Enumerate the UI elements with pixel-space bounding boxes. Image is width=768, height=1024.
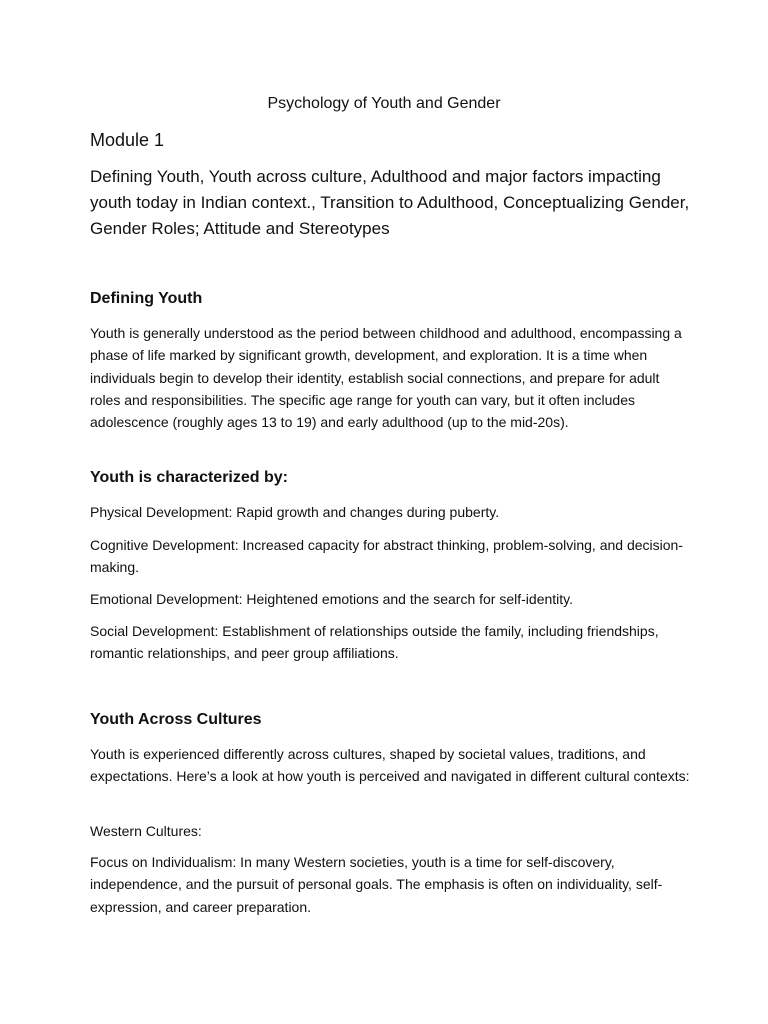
list-item-cognitive: Cognitive Development: Increased capacity for abstract thinking, problem-solving, and decision-making. bbox=[90, 537, 683, 576]
list-item-emotional: Emotional Development: Heightened emotions and the search for self-identity. bbox=[90, 591, 574, 607]
module-label: Module 1 bbox=[90, 130, 165, 150]
paragraph-defining-youth: Youth is generally understood as the period between childhood and adulthood, encompassing a phase of life marked by significant growth, development, and exploration. It is a time when individuals begin to develop their identity, establish social connections, and prepare for adult roles and responsibilities. The specific age range for youth can vary, but it often includes adolescence (roughly ages 13 to 19) and early adulthood (up to the mid-20s). bbox=[90, 325, 682, 431]
document-title: Psychology of Youth and Gender bbox=[267, 95, 501, 112]
list-item-social: Social Development: Establishment of relationships outside the family, including friendships, romantic relationships, and peer group affiliations. bbox=[90, 623, 659, 662]
module-overview: Defining Youth, Youth across culture, Adulthood and major factors impacting youth today in Indian context., Transition to Adulthood, Conceptualizing Gender, Gender Roles; Attitude and Stereotypes bbox=[90, 167, 690, 238]
heading-characterized: Youth is characterized by: bbox=[90, 469, 288, 486]
paragraph-across-cultures: Youth is experienced differently across cultures, shaped by societal values, traditions, and expectations. Here’s a look at how youth is perceived and navigated in different cultural contexts: bbox=[90, 746, 690, 785]
label-western-cultures: Western Cultures: bbox=[90, 823, 202, 839]
paragraph-individualism: Focus on Individualism: In many Western societies, youth is a time for self-discovery, independence, and the pursuit of personal goals. The emphasis is often on individuality, self-expression, and career preparation. bbox=[90, 854, 663, 915]
list-item-physical: Physical Development: Rapid growth and changes during puberty. bbox=[90, 504, 500, 520]
heading-defining-youth: Defining Youth bbox=[90, 290, 203, 307]
heading-across-cultures: Youth Across Cultures bbox=[90, 711, 262, 728]
